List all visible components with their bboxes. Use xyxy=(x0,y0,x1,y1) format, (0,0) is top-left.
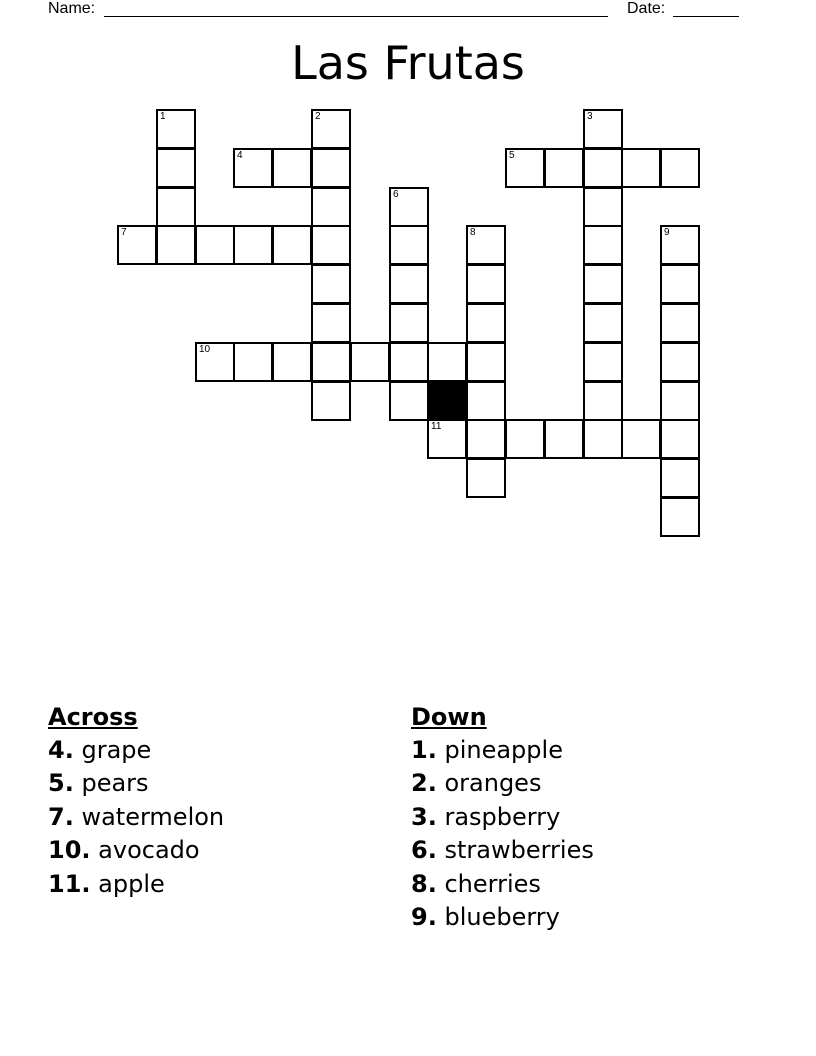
name-label: Name: xyxy=(48,0,96,17)
crossword-cell[interactable] xyxy=(195,225,235,265)
crossword-cell[interactable] xyxy=(427,419,467,459)
clue-text: pineapple xyxy=(444,736,563,764)
crossword-cell[interactable] xyxy=(660,303,700,343)
across-heading: Across xyxy=(48,703,138,731)
date-label: Date: xyxy=(627,0,666,17)
clue-text: strawberries xyxy=(444,836,594,865)
crossword-cell[interactable] xyxy=(505,419,545,459)
clue-number-label: 1 xyxy=(160,111,166,122)
crossword-cell[interactable] xyxy=(156,225,196,265)
clue-number-label: 2 xyxy=(315,111,321,122)
clue-number-label: 5 xyxy=(509,150,515,161)
crossword-cell[interactable] xyxy=(311,225,351,265)
clue-number: 3. xyxy=(411,802,437,831)
crossword-cell[interactable] xyxy=(583,264,623,304)
clue-number-label: 4 xyxy=(237,150,243,161)
crossword-cell[interactable] xyxy=(272,225,312,265)
crossword-cell[interactable] xyxy=(466,419,506,459)
clue-number-label: 11 xyxy=(431,421,442,432)
crossword-cell[interactable] xyxy=(272,342,312,382)
clue-number-label: 10 xyxy=(199,344,211,355)
clue-number: 6. xyxy=(411,836,437,865)
crossword-cell[interactable] xyxy=(311,342,351,382)
clue-text: pears xyxy=(81,769,149,798)
crossword-cell[interactable] xyxy=(311,303,351,343)
clue-number: 1. xyxy=(411,736,437,764)
clue-number-label: 8 xyxy=(470,227,476,238)
down-clues xyxy=(411,700,761,934)
clue-text: apple xyxy=(98,869,165,898)
crossword-cell[interactable] xyxy=(583,303,623,343)
page-title: Las Frutas xyxy=(291,36,525,90)
crossword-cell[interactable] xyxy=(660,264,700,304)
crossword-cell[interactable] xyxy=(466,225,506,265)
clue-number: 5. xyxy=(48,769,74,798)
crossword-cell[interactable] xyxy=(233,148,273,188)
clue-number: 11. xyxy=(48,869,91,898)
crossword-cell[interactable] xyxy=(505,148,545,188)
crossword-cell[interactable] xyxy=(621,148,661,188)
crossword-cell[interactable] xyxy=(389,264,429,304)
crossword-cell[interactable] xyxy=(660,419,700,459)
crossword-cell[interactable] xyxy=(583,381,623,421)
crossword-cell[interactable] xyxy=(272,148,312,188)
crossword-cell[interactable] xyxy=(389,225,429,265)
clue-text: oranges xyxy=(444,769,542,798)
crossword-cell[interactable] xyxy=(466,303,506,343)
across-clue xyxy=(48,767,378,800)
clue-number-label: 7 xyxy=(121,227,127,238)
across-clue xyxy=(48,834,378,867)
crossword-cell[interactable] xyxy=(389,342,429,382)
crossword-cell[interactable] xyxy=(195,342,235,382)
crossword-cell[interactable] xyxy=(583,419,623,459)
crossword-cell[interactable] xyxy=(544,419,584,459)
crossword-cell[interactable] xyxy=(660,225,700,265)
crossword-cell[interactable] xyxy=(583,148,623,188)
crossword-cell[interactable] xyxy=(389,303,429,343)
clue-number: 9. xyxy=(411,903,437,932)
down-clue xyxy=(411,767,761,800)
clue-number-label: 3 xyxy=(587,111,593,122)
crossword-cell[interactable] xyxy=(621,419,661,459)
crossword-cell[interactable] xyxy=(583,225,623,265)
clue-number-label: 9 xyxy=(664,227,670,238)
crossword-cell[interactable] xyxy=(660,381,700,421)
crossword-cell[interactable] xyxy=(389,381,429,421)
crossword-cell[interactable] xyxy=(466,342,506,382)
crossword-cell[interactable] xyxy=(660,148,700,188)
across-clues xyxy=(48,700,378,901)
crossword-cell[interactable] xyxy=(311,381,351,421)
crossword-cell[interactable] xyxy=(660,497,700,537)
crossword-cell[interactable] xyxy=(466,381,506,421)
across-clue xyxy=(48,868,378,901)
clue-number: 10. xyxy=(48,836,91,865)
down-clue xyxy=(411,868,761,901)
clue-text: cherries xyxy=(444,869,541,898)
down-clue xyxy=(411,834,761,867)
crossword-cell[interactable] xyxy=(233,225,273,265)
down-heading: Down xyxy=(411,703,487,731)
crossword-cell[interactable] xyxy=(389,187,429,227)
crossword-cell[interactable] xyxy=(311,264,351,304)
down-clue xyxy=(411,801,761,834)
down-clue xyxy=(411,901,761,934)
clue-text: blueberry xyxy=(444,903,560,932)
crossword-cell[interactable] xyxy=(583,109,623,149)
crossword-cell[interactable] xyxy=(311,148,351,188)
clue-number: 4. xyxy=(48,736,74,764)
crossword-cell[interactable] xyxy=(117,225,157,265)
crossword-cell[interactable] xyxy=(466,264,506,304)
crossword-cell[interactable] xyxy=(156,109,196,149)
clue-text: avocado xyxy=(98,836,200,865)
crossword-cell[interactable] xyxy=(660,342,700,382)
crossword-cell[interactable] xyxy=(466,458,506,498)
clue-text: watermelon xyxy=(81,802,225,831)
crossword-cell[interactable] xyxy=(427,342,467,382)
clue-number-label: 6 xyxy=(393,189,399,200)
clue-text: raspberry xyxy=(444,802,561,831)
crossword-cell[interactable] xyxy=(311,187,351,227)
down-clue xyxy=(411,734,761,767)
crossword-cell[interactable] xyxy=(156,148,196,188)
crossword-cell[interactable] xyxy=(544,148,584,188)
clue-number: 8. xyxy=(411,869,437,898)
crossword-cell[interactable] xyxy=(583,187,623,227)
crossword-black-cell xyxy=(427,381,467,421)
crossword-cell[interactable] xyxy=(233,342,273,382)
crossword-cell[interactable] xyxy=(156,187,196,227)
clue-text: grape xyxy=(81,736,152,764)
clue-number: 7. xyxy=(48,802,74,831)
crossword-cell[interactable] xyxy=(311,109,351,149)
crossword-cell[interactable] xyxy=(350,342,390,382)
clue-number: 2. xyxy=(411,769,437,798)
across-clue xyxy=(48,734,378,767)
crossword-cell[interactable] xyxy=(583,342,623,382)
crossword-cell[interactable] xyxy=(660,458,700,498)
across-clue xyxy=(48,801,378,834)
